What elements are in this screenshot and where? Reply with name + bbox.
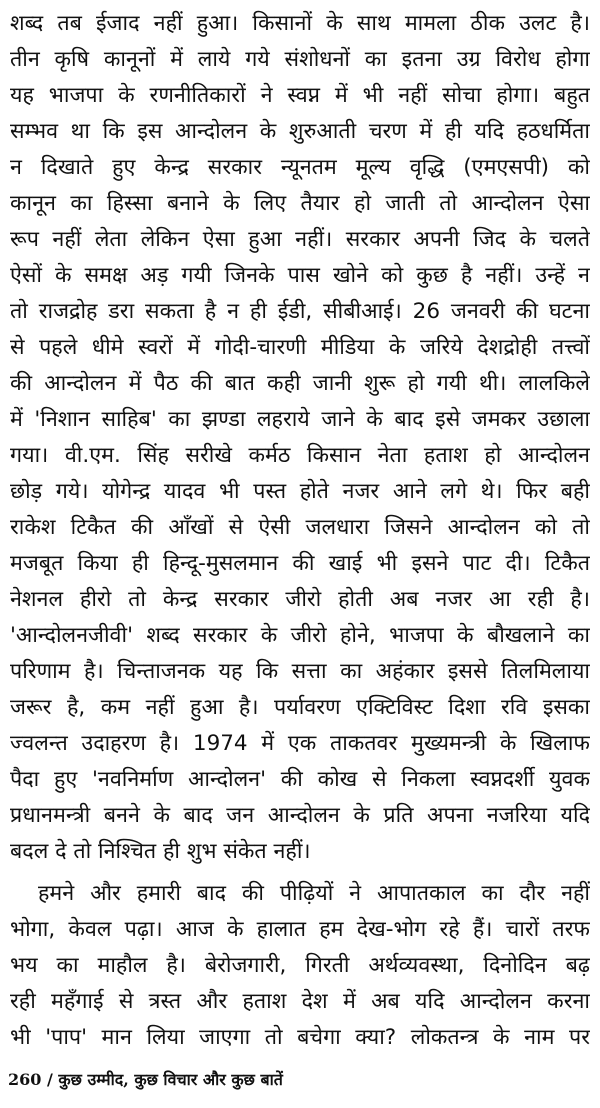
text-line: तीन कृषि कानूनों में लाये गये संशोधनों का इतना उग्र विरोध होगा <box>10 47 590 72</box>
text-line: तो राजद्रोह डरा सकता है न ही ईडी, सीबीआई। 26 जनवरी की घटना <box>10 299 590 324</box>
text-line: भी 'पाप' मान लिया जाएगा तो बचेगा क्या? लोकतन्त्र के नाम पर <box>10 1025 590 1050</box>
text-line: राकेश टिकैत की आँखों से ऐसी जलधारा जिसने आन्दोलन को तो <box>10 515 590 540</box>
text-line: यह भाजपा के रणनीतिकारों ने स्वप्न में भी नहीं सोचा होगा। बहुत <box>10 83 590 108</box>
text-line: नेशनल हीरो तो केन्द्र सरकार जीरो होती अब नजर आ रही है। <box>10 587 590 612</box>
text-line: कानून का हिस्सा बनाने के लिए तैयार हो जाती तो आन्दोलन ऐसा <box>10 191 590 216</box>
text-line: 'आन्दोलनजीवी' शब्द सरकार के जीरो होने, भाजपा के बौखलाने का <box>10 623 590 648</box>
text-line: छोड़ गये। योगेन्द्र यादव भी पस्त होते नजर आने लगे थे। फिर बही <box>10 479 590 504</box>
text-line: भय का माहौल है। बेरोजगारी, गिरती अर्थव्यवस्था, दिनोदिन बढ़ <box>10 953 590 978</box>
text-line: परिणाम है। चिन्ताजनक यह कि सत्ता का अहंकार इससे तिलमिलाया <box>10 659 590 684</box>
book-page <box>10 6 590 1102</box>
text-line: न दिखाते हुए केन्द्र सरकार न्यूनतम मूल्य वृद्धि (एमएसपी) को <box>10 155 590 180</box>
text-line: प्रधानमन्त्री बनने के बाद जन आन्दोलन के प्रति अपना नजरिया यदि <box>10 803 590 828</box>
text-line: की आन्दोलन में पैठ की बात कही जानी शुरू हो गयी थी। लालकिले <box>10 371 590 396</box>
text-line: ज्वलन्त उदाहरण है। 1974 में एक ताकतवर मुख्यमन्त्री के खिलाफ <box>10 731 590 756</box>
text-line: से पहले धीमे स्वरों में गोदी-चारणी मीडिया के जरिये देशद्रोही तत्त्वों <box>10 335 590 360</box>
text-line: मजबूत किया ही हिन्दू-मुसलमान की खाई भी इसने पाट दी। टिकैत <box>10 551 590 576</box>
page-footer: 260 / कुछ उम्मीद, कुछ विचार और कुछ बातें <box>8 1070 283 1089</box>
text-line: ऐसों के समक्ष अड़ गयी जिनके पास खोने को कुछ है नहीं। उन्हें न <box>10 263 590 288</box>
text-line: गया। वी.एम. सिंह सरीखे कर्मठ किसान नेता हताश हो आन्दोलन <box>10 443 590 468</box>
text-line: शब्द तब ईजाद नहीं हुआ। किसानों के साथ मामला ठीक उलट है। <box>10 11 590 36</box>
text-line: रही महँगाई से त्रस्त और हताश देश में अब यदि आन्दोलन करना <box>10 989 590 1014</box>
text-line: पैदा हुए 'नवनिर्माण आन्दोलन' की कोख से निकला स्वप्नदर्शी युवक <box>10 767 590 792</box>
text-line: रूप नहीं लेता लेकिन ऐसा हुआ नहीं। सरकार अपनी जिद के चलते <box>10 227 590 252</box>
text-line: बदल दे तो निश्चित ही शुभ संकेत नहीं। <box>10 839 311 864</box>
text-line: जरूर है, कम नहीं हुआ है। पर्यावरण एक्टिविस्ट दिशा रवि इसका <box>10 695 590 720</box>
text-line: हमने और हमारी बाद की पीढ़ियों ने आपातकाल का दौर नहीं <box>38 881 590 906</box>
text-line: सम्भव था कि इस आन्दोलन के शुरुआती चरण में ही यदि हठधर्मिता <box>10 119 590 144</box>
text-line: में 'निशान साहिब' का झण्डा लहराये जाने के बाद इसे जमकर उछाला <box>10 407 590 432</box>
text-line: भोगा, केवल पढ़ा। आज के हालात हम देख-भोग रहे हैं। चारों तरफ <box>10 917 590 942</box>
